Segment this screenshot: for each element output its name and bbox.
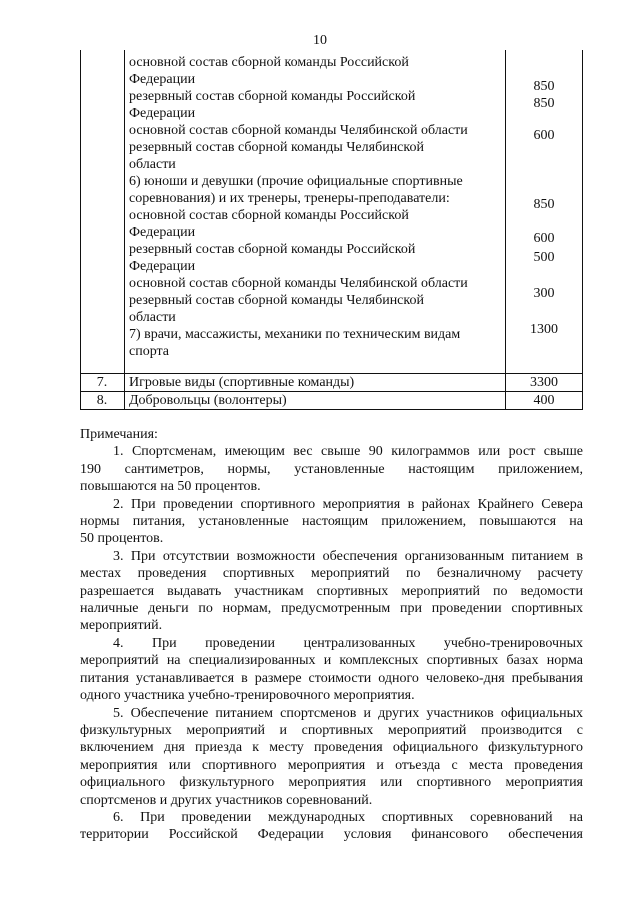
table-value: 850 xyxy=(533,79,555,94)
note-line: территории Российской Федерации условия финансового обеспечения xyxy=(80,827,583,843)
table-cell-line: резервный состав сборной команды Челябинской xyxy=(129,140,424,155)
page-number: 10 xyxy=(313,33,327,48)
table-cell-line: основной состав сборной команды Челябинской области xyxy=(129,276,468,291)
note-line: 1. Спортсменам, имеющим вес свыше 90 килограммов или рост свыше xyxy=(113,444,583,460)
note-line: разрешается выдавать участникам спортивных мероприятий по ведомости xyxy=(80,583,583,599)
table-cell-line: резервный состав сборной команды Челябинской xyxy=(129,293,424,308)
table-cell-line: области xyxy=(129,157,176,172)
note-line: питания устанавливается в размере стоимости одного человеко-дня пребывания xyxy=(80,670,583,686)
note-line: спортсменов и других участников соревнований. xyxy=(80,792,373,808)
table-cell-line: Федерации xyxy=(129,72,196,87)
table-cell-line: спорта xyxy=(129,344,170,359)
table-cell-line: резервный состав сборной команды Российской xyxy=(129,89,416,104)
note-line: нормы питания, установленные настоящим приложением, повышаются на xyxy=(80,514,583,530)
note-line: мероприятий на специализированных и комплексных спортивных базах норма xyxy=(80,653,583,669)
note-line: местах проведения спортивных мероприятий по безналичному расчету xyxy=(80,566,583,582)
table-row-text: Игровые виды (спортивные команды) xyxy=(129,375,355,390)
note-line: официального физкультурного мероприятия или спортивного мероприятия xyxy=(80,775,583,791)
table-cell-line: 6) юноши и девушки (прочие официальные спортивные xyxy=(129,174,463,189)
table-cell-line: соревнования) и их тренеры, тренеры-преподаватели: xyxy=(129,191,450,206)
table-cell-line: резервный состав сборной команды Российской xyxy=(129,242,416,257)
table-value: 300 xyxy=(533,286,555,301)
table-cell-line: основной состав сборной команды Челябинской области xyxy=(129,123,468,138)
table-value: 850 xyxy=(533,96,555,111)
note-line: повышаются на 50 процентов. xyxy=(80,479,261,495)
note-line: 5. Обеспечение питанием спортсменов и других участников официальных xyxy=(113,705,583,721)
table-row-number: 8. xyxy=(96,393,108,408)
table-cell-line: Федерации xyxy=(129,259,196,274)
table-cell-line: Федерации xyxy=(129,106,196,121)
table-value: 400 xyxy=(533,393,555,408)
note-line: 190 сантиметров, нормы, установленные настоящим приложением, xyxy=(80,461,583,477)
note-line: одного участника учебно-тренировочного мероприятия. xyxy=(80,688,415,704)
table-value: 850 xyxy=(533,197,555,212)
notes-section xyxy=(80,426,583,844)
table-cell-line: Федерации xyxy=(129,225,196,240)
note-line: мероприятия или спортивного мероприятия и отъезда с места проведения xyxy=(80,757,583,773)
table-row-text: Добровольцы (волонтеры) xyxy=(129,393,287,408)
note-line: мероприятий. xyxy=(80,618,163,634)
note-line: 6. При проведении международных спортивных соревнований на xyxy=(113,809,583,825)
table-cell-line: области xyxy=(129,310,176,325)
note-line: 50 процентов. xyxy=(80,531,164,547)
note-line: 4. При проведении централизованных учебно-тренировочных xyxy=(113,635,583,651)
table-row-number: 7. xyxy=(96,375,108,390)
table-value: 500 xyxy=(533,250,555,265)
table-value: 600 xyxy=(533,128,555,143)
note-line: 3. При отсутствии возможности обеспечения организованным питанием в xyxy=(113,548,583,564)
note-line: наличные деньги по нормам, предусмотренным при проведении спортивных xyxy=(80,601,583,617)
note-line: физкультурных мероприятий и спортивных мероприятий производится с xyxy=(80,722,583,738)
note-line: включением дня приезда к месту проведения официального физкультурного xyxy=(80,740,583,756)
notes-title: Примечания: xyxy=(80,427,158,442)
table-value: 1300 xyxy=(530,322,558,337)
note-line: 2. При проведении спортивного мероприятия в районах Крайнего Севера xyxy=(113,496,583,512)
table-column-divider xyxy=(124,50,125,410)
table-value: 3300 xyxy=(530,375,558,390)
table-continued-description xyxy=(129,54,501,360)
table-cell-line: основной состав сборной команды Российской xyxy=(129,208,409,223)
table-cell-line: основной состав сборной команды Российской xyxy=(129,55,409,70)
table-value: 600 xyxy=(533,231,555,246)
table-cell-line: 7) врачи, массажисты, механики по техническим видам xyxy=(129,327,461,342)
